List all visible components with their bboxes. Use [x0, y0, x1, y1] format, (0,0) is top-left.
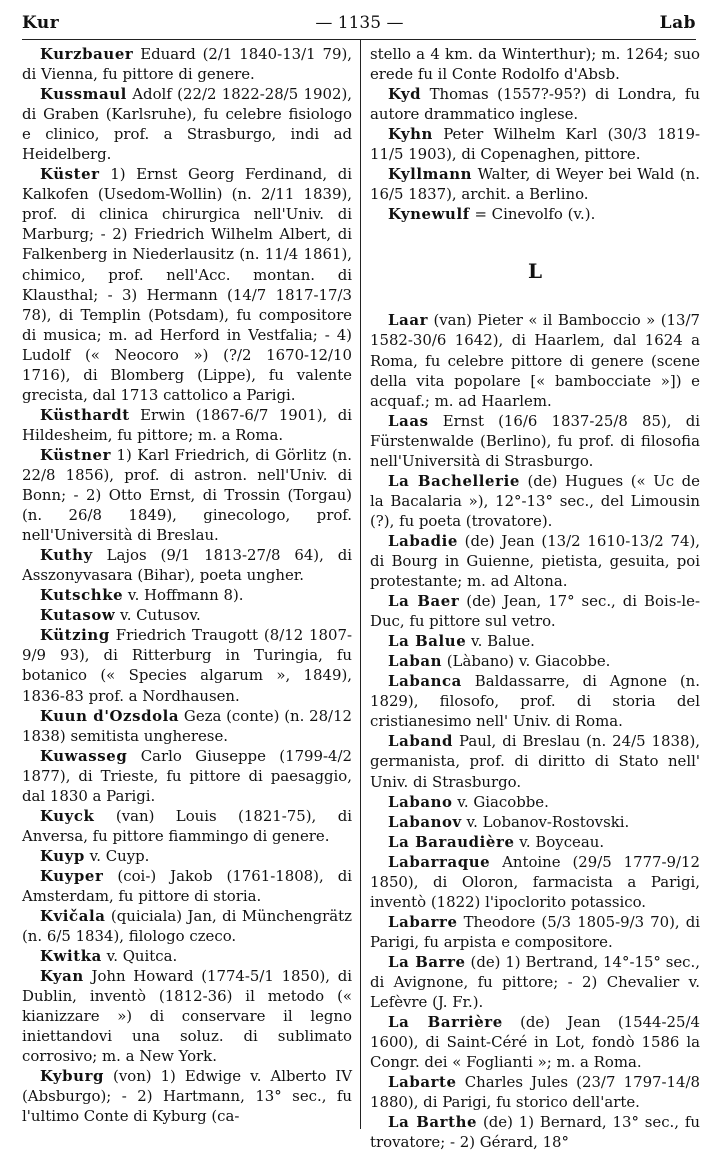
dictionary-entry — [370, 124, 700, 164]
dictionary-entry — [370, 1112, 700, 1152]
entry-headword: Kutasow — [40, 606, 116, 625]
entry-text: 1) Karl Friedrich, di Görlitz (n. 22/8 1856), prof. di astron. nell'Univ. di Bonn; - 2) Otto Ernst, di Trossin (Torgau) (n. 26/8 1849), ginecologo, prof. nell'Università di Breslau. — [22, 445, 352, 545]
entry-headword: Kuyper — [40, 866, 104, 885]
dictionary-entry — [22, 585, 352, 605]
dictionary-entry — [22, 84, 352, 164]
entry-text: (de) 1) Bertrand, 14°-15° sec., di Avignone, fu pittore; - 2) Chevalier v. Lefèvre (J. Fr.). — [370, 952, 700, 1012]
dictionary-entry — [22, 545, 352, 585]
dictionary-entry — [22, 625, 352, 705]
entry-text: Eduard (2/1 1840-13/1 79), di Vienna, fu pittore di genere. — [22, 45, 352, 84]
entry-text: (quiciala) Jan, di Münchengrätz (n. 6/5 1834), filologo czeco. — [22, 907, 352, 946]
dictionary-entry — [370, 952, 700, 1012]
header-left-guide-word: Kur — [22, 13, 60, 33]
entry-text: v. Hoffmann 8). — [123, 586, 244, 605]
dictionary-entry — [370, 84, 700, 124]
column-divider — [360, 40, 361, 1129]
entry-text: Lajos (9/1 1813-27/8 64), di Asszonyvasara (Bihar), poeta ungher. — [22, 546, 352, 585]
entry-text: (de) Hugues (« Uc de la Bacalaria »), 12°-13° sec., del Limousin (?), fu poeta (trovatore). — [370, 471, 700, 530]
entry-headword: Kwitka — [40, 947, 102, 966]
entry-text: 1) Ernst Georg Ferdinand, di Kalkofen (Usedom-Wollin) (n. 2/11 1839), prof. di clinica chirurgica nell'Univ. di Marburg; - 2) Friedrich Wilhelm Albert, di Falkenberg in Niederlausitz (n. 11/4 1861), chimico, prof. nell'Acc. montan. di Klausthal; - 3) Hermann (14/7 1817-17/3 78), di Templin (Potsdam), fu compositore di musica; m. ad Herford in Vestfalia; - 4) Ludolf (« Neocoro ») (?/2 1670-12/10 1716), di Blomberg (Lippe), fu valente grecista, dal 1713 cattolico a Parigi. — [22, 165, 352, 404]
entry-text: (de) Jean (13/2 1610-13/2 74), di Bourg in Guienne, pietista, gesuita, poi protestante; m. ad Altona. — [370, 531, 700, 591]
dictionary-entry — [370, 204, 700, 224]
entry-text: (van) Pieter « il Bamboccio » (13/7 1582-30/6 1642), di Haarlem, dal 1624 a Roma, fu celebre pittore di genere (scene della vita popolare [« bambocciate »]) e acquaf.; m. ad Haarlem. — [370, 311, 700, 410]
dictionary-entry — [370, 411, 700, 471]
dictionary-entry — [22, 866, 352, 906]
entry-text: v. Boyceau. — [514, 832, 605, 851]
entry-text: Charles Jules (23/7 1797-14/8 1880), di Parigi, fu storico dell'arte. — [370, 1073, 700, 1112]
entry-headword: Kyan — [40, 967, 84, 986]
entry-headword: Kyd — [388, 85, 422, 104]
dictionary-entry — [370, 44, 700, 84]
dictionary-entry — [370, 1072, 700, 1112]
dictionary-entry — [370, 591, 700, 631]
entry-headword: Labano — [388, 792, 453, 811]
entry-text: Friedrich Traugott (8/12 1807-9/9 93), di Ritterburg in Turingia, fu botanico (« Species algarum », 1849), 1836-83 prof. a Nordhausen. — [22, 626, 352, 705]
entry-headword: Küsthardt — [40, 405, 130, 424]
dictionary-entry — [370, 164, 700, 204]
entry-text: v. Balue. — [466, 632, 535, 651]
entry-headword: Kutschke — [40, 586, 124, 605]
entry-text: (de) Jean (1544-25/4 1600), di Saint-Céré in Lot, fondò 1586 la Congr. dei « Foglianti »; m. a Roma. — [370, 1013, 700, 1072]
dictionary-entry — [370, 631, 700, 651]
entry-headword: Labadie — [388, 531, 458, 550]
dictionary-entry — [370, 792, 700, 812]
entry-text: (de) 1) Bernard, 13° sec., fu trovatore; - 2) Gérard, 18° — [370, 1113, 700, 1152]
entry-headword: Kützing — [40, 626, 110, 645]
entry-headword: La Barthe — [388, 1113, 478, 1132]
dictionary-entry — [370, 912, 700, 952]
entry-headword: Labarre — [388, 912, 458, 931]
entry-text: (von) 1) Edwige v. Alberto IV (Absburgo); - 2) Hartmann, 13° sec., fu l'ultimo Conte di Kyburg (ca- — [22, 1067, 352, 1126]
entry-headword: Kyhn — [388, 125, 433, 144]
entry-text: John Howard (1774-5/1 1850), di Dublin, inventò (1812-36) il metodo (« kianizzare ») di conservare il legno iniettandovi una soluz. di sublimato corrosivo; m. a New York. — [22, 967, 352, 1066]
dictionary-entry — [22, 906, 352, 946]
dictionary-entry — [370, 471, 700, 531]
dictionary-entry — [22, 405, 352, 445]
dictionary-entry — [22, 445, 352, 545]
dictionary-entry — [370, 310, 700, 410]
entry-text: stello a 4 km. da Winterthur); m. 1264; suo erede fu il Conte Rodolfo d'Absb. — [370, 45, 700, 84]
right-column-bottom-entries — [370, 310, 700, 1152]
left-column — [22, 44, 352, 1127]
entry-text: (coi-) Jakob (1761-1808), di Amsterdam, fu pittore di storia. — [22, 866, 352, 905]
entry-headword: Kuyck — [40, 806, 95, 825]
section-letter: L — [527, 259, 543, 284]
entry-headword: La Bachellerie — [388, 471, 520, 490]
entry-headword: Laas — [388, 411, 429, 430]
page-number: — 1135 — — [315, 13, 404, 33]
entry-text: v. Cuyp. — [84, 846, 150, 865]
dictionary-entry — [370, 531, 700, 591]
entry-headword: Kuyp — [40, 846, 85, 865]
entry-text: Ernst (16/6 1837-25/8 85), di Fürstenwalde (Berlino), fu prof. di filosofia nell'Università di Strasburgo. — [370, 411, 700, 470]
dictionary-entry — [22, 846, 352, 866]
dictionary-entry — [22, 706, 352, 746]
entry-headword: Kyllmann — [388, 165, 473, 184]
dictionary-entry — [370, 812, 700, 832]
entry-headword: Labanca — [388, 672, 462, 691]
entry-text: Adolf (22/2 1822-28/5 1902), di Graben (Karlsruhe), fu celebre fisiologo e clinico, prof. a Strasburgo, indi ad Heidelberg. — [22, 85, 352, 164]
entry-headword: Laar — [388, 311, 429, 330]
entry-text: = Cinevolfo (v.). — [469, 205, 596, 224]
entry-headword: Kuwasseg — [40, 746, 128, 765]
entry-headword: La Balue — [388, 632, 467, 651]
dictionary-entry — [370, 1012, 700, 1072]
entry-headword: La Baer — [388, 592, 460, 611]
entry-headword: La Barre — [388, 952, 466, 971]
entry-text: Carlo Giuseppe (1799-4/2 1877), di Trieste, fu pittore di paesaggio, dal 1830 a Parigi. — [22, 746, 352, 805]
page-header — [22, 8, 696, 38]
entry-headword: Labarraque — [388, 852, 491, 871]
dictionary-entry — [370, 832, 700, 852]
entry-text: Erwin (1867-6/7 1901), di Hildesheim, fu pittore; m. a Roma. — [22, 405, 352, 444]
dictionary-entry — [370, 731, 700, 791]
dictionary-entry — [370, 852, 700, 912]
entry-headword: Labarte — [388, 1073, 457, 1092]
entry-text: (van) Louis (1821-75), di Anversa, fu pittore fiammingo di genere. — [22, 806, 352, 845]
entry-headword: Laband — [388, 732, 454, 751]
entry-text: Antoine (29/5 1777-9/12 1850), di Oloron, farmacista a Parigi, inventò (1822) l'ipoclorito potassico. — [370, 852, 700, 911]
entry-headword: Küster — [40, 165, 100, 184]
entry-text: Peter Wilhelm Karl (30/3 1819-11/5 1903), di Copenaghen, pittore. — [370, 125, 700, 164]
right-column-top-entries — [370, 44, 700, 224]
entry-text: (de) Jean, 17° sec., di Bois-le-Duc, fu pittore sul vetro. — [370, 592, 700, 631]
entry-headword: Kyburg — [40, 1067, 105, 1086]
entry-text: v. Lobanov-Rostovski. — [461, 812, 630, 831]
entry-headword: La Baraudière — [388, 832, 515, 851]
entry-text: Walter, di Weyer bei Wald (n. 16/5 1837), archit. a Berlino. — [370, 165, 700, 204]
dictionary-entry — [22, 44, 352, 84]
right-column — [370, 44, 700, 1152]
entry-text: Geza (conte) (n. 28/12 1838) semitista ungherese. — [22, 706, 353, 745]
entry-headword: Kuun d'Ozsdola — [40, 706, 180, 725]
entry-headword: Labanov — [388, 812, 462, 831]
entry-headword: Kussmaul — [40, 85, 127, 104]
entry-headword: Kvičala — [40, 907, 106, 926]
entry-headword: La Barrière — [388, 1013, 503, 1032]
dictionary-entry — [22, 1066, 352, 1126]
entry-headword: Kynewulf — [388, 205, 470, 224]
header-right-guide-word: Lab — [659, 13, 696, 33]
entry-text: v. Giacobbe. — [452, 792, 549, 811]
entry-text: Thomas (1557?-95?) di Londra, fu autore drammatico inglese. — [370, 85, 700, 124]
entry-headword: Kuthy — [40, 546, 93, 565]
entry-text: Baldassarre, di Agnone (n. 1829), filosofo, prof. di storia del cristianesimo nell' Univ. di Roma. — [370, 672, 700, 731]
dictionary-entry — [370, 671, 700, 731]
entry-headword: Küstner — [40, 445, 112, 464]
entry-text: Paul, di Breslau (n. 24/5 1838), germanista, prof. di diritto di Stato nell' Univ. di Strasburgo. — [370, 732, 700, 791]
dictionary-entry — [370, 651, 700, 671]
entry-text: Theodore (5/3 1805-9/3 70), di Parigi, fu arpista e compositore. — [370, 912, 700, 951]
entry-headword: Laban — [388, 652, 443, 671]
dictionary-entry — [22, 746, 352, 806]
header-rule — [22, 39, 696, 40]
entry-text: v. Cutusov. — [115, 606, 201, 625]
dictionary-entry — [22, 966, 352, 1066]
entry-headword: Kurzbauer — [40, 45, 134, 63]
dictionary-entry — [22, 946, 352, 966]
dictionary-entry — [22, 605, 352, 625]
dictionary-entry — [22, 164, 352, 405]
dictionary-entry — [22, 806, 352, 846]
entry-text: v. Quitca. — [101, 947, 178, 966]
entry-text: (Làbano) v. Giacobbe. — [442, 652, 611, 671]
